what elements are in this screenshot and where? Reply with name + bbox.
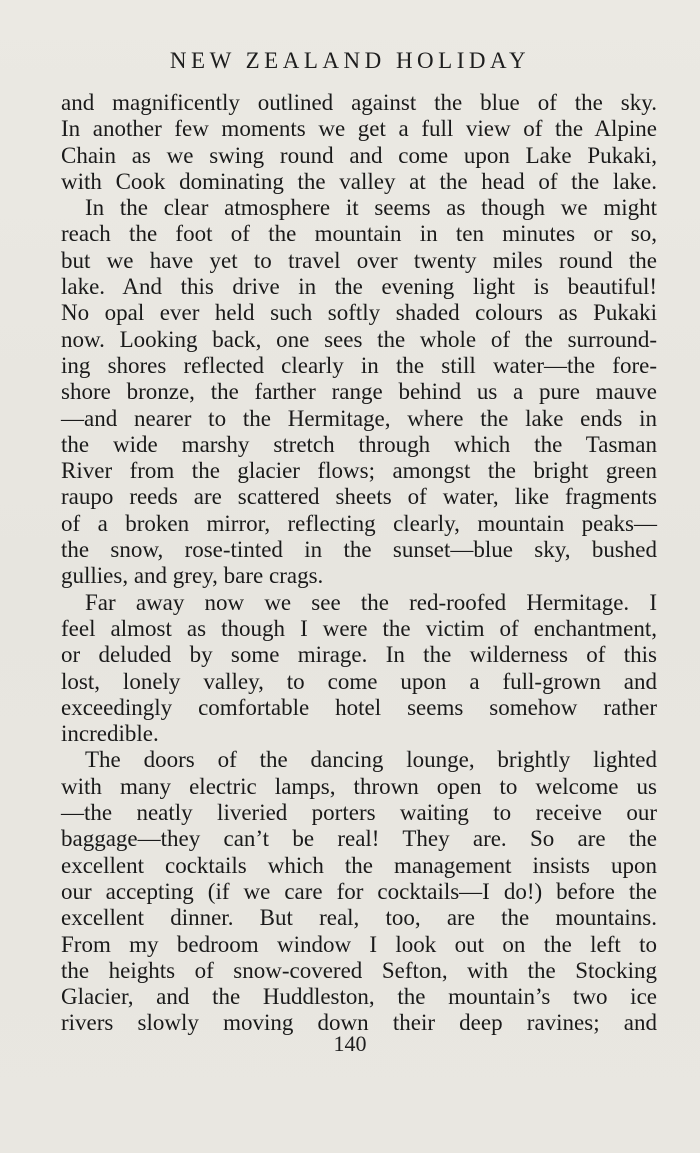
- text-line: lost, lonely valley, to come upon a full-grown and: [61, 668, 657, 694]
- text-line: Glacier, and the Huddleston, the mountain’s two ice: [61, 984, 657, 1010]
- text-line: with many electric lamps, thrown open to welcome us: [61, 773, 657, 799]
- text-line: baggage—they can’t be real! They are. So are the: [61, 826, 657, 852]
- text-line: but we have yet to travel over twenty miles round the: [61, 247, 657, 273]
- text-line: rivers slowly moving down their deep ravines; and: [61, 1010, 657, 1036]
- text-line: raupo reeds are scattered sheets of water, like fragments: [61, 484, 657, 510]
- text-line: Chain as we swing round and come upon Lake Pukaki,: [61, 142, 657, 168]
- text-line: the heights of snow-covered Sefton, with the Stocking: [61, 957, 657, 983]
- text-line: incredible.: [61, 721, 159, 747]
- text-line: feel almost as though I were the victim of enchantment,: [61, 615, 657, 641]
- page-number: 140: [333, 1031, 367, 1056]
- text-line: or deluded by some mirage. In the wilderness of this: [61, 642, 657, 668]
- body-text: [61, 90, 657, 1037]
- text-line: lake. And this drive in the evening light is beautiful!: [61, 274, 657, 300]
- text-line: now. Looking back, one sees the whole of the surround-: [61, 326, 657, 352]
- text-line: River from the glacier flows; amongst the bright green: [61, 458, 657, 484]
- text-line: the wide marshy stretch through which the Tasman: [61, 431, 657, 457]
- text-line: excellent dinner. But real, too, are the mountains.: [61, 905, 657, 931]
- text-line: of a broken mirror, reflecting clearly, mountain peaks—: [61, 510, 657, 536]
- text-line: ing shores reflected clearly in the still water—the fore-: [61, 352, 657, 378]
- text-line: with Cook dominating the valley at the head of the lake.: [61, 168, 657, 194]
- text-line: and magnificently outlined against the blue of the sky.: [61, 90, 657, 115]
- text-line: From my bedroom window I look out on the left to: [61, 931, 657, 957]
- text-line: In another few moments we get a full view of the Alpine: [61, 116, 657, 142]
- text-line: shore bronze, the farther range behind us a pure mauve: [61, 379, 657, 405]
- text-line: reach the foot of the mountain in ten minutes or so,: [61, 221, 657, 247]
- running-head: NEW ZEALAND HOLIDAY: [169, 48, 531, 73]
- text-line: No opal ever held such softly shaded colours as Pukaki: [61, 300, 657, 326]
- text-line: our accepting (if we care for cocktails—I do!) before the: [61, 878, 657, 904]
- text-line: the snow, rose-tinted in the sunset—blue sky, bushed: [61, 537, 657, 563]
- text-line: exceedingly comfortable hotel seems somehow rather: [61, 694, 657, 720]
- text-line: In the clear atmosphere it seems as though we might: [85, 195, 657, 221]
- text-line: excellent cocktails which the management insists upon: [61, 852, 657, 878]
- text-line: gullies, and grey, bare crags.: [61, 563, 324, 589]
- text-line: —and nearer to the Hermitage, where the lake ends in: [61, 405, 657, 431]
- text-line: —the neatly liveried porters waiting to receive our: [61, 800, 657, 826]
- text-line: The doors of the dancing lounge, brightly lighted: [85, 747, 657, 773]
- text-line: Far away now we see the red-roofed Hermitage. I: [85, 589, 657, 615]
